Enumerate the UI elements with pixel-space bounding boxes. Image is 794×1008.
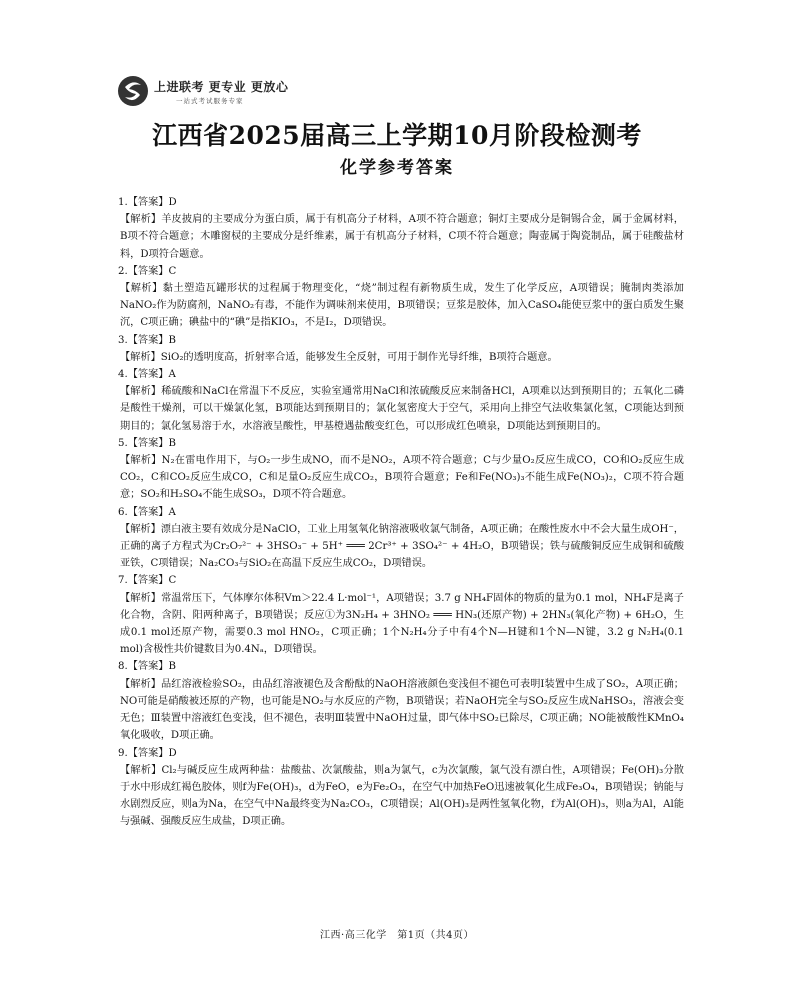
question-number: 6. — [118, 506, 128, 518]
answer-label: 【答案】B — [127, 437, 176, 449]
question-number: 1. — [118, 197, 128, 208]
page-footer: 江西·高三化学 第1页（共4页） — [320, 930, 474, 941]
question-number: 5. — [118, 437, 128, 449]
answer-label: 【答案】A — [127, 506, 176, 518]
answer-line — [112, 435, 684, 452]
explanation-text: 【解析】品红溶液检验SO₂，由品红溶液褪色及含酚酞的NaOH溶液颜色变浅但不褪色可表明Ⅰ装置中生成了SO₂，A项正确；NO可能是硝酸被还原的产物，也可能是NO₂与水反应的产物，B项错误；若NaOH完全与SO₂反应生成NaHSO₃，溶液会变无色；Ⅲ装置中溶液红色变浅，但不褪色，表明Ⅲ装置中NaOH过量，即气体中SO₂已除尽，C项正确；NO能被酸性KMnO₄氧化吸收，D项正确。 — [120, 678, 684, 742]
question-block — [112, 504, 684, 573]
question-block — [112, 435, 684, 504]
explanation-text: 【解析】羊皮披肩的主要成分为蛋白质，属于有机高分子材料，A项不符合题意；铜灯主要成分是铜锡合金，属于金属材料，B项不符合题意；木雕窗棂的主要成分是纤维素，属于有机高分子材料，C项不符合题意；陶壶属于陶瓷制品，属于硅酸盐材料，D项符合题意。 — [120, 214, 684, 260]
answer-label: 【答案】B — [127, 334, 176, 346]
question-block — [112, 658, 684, 744]
question-block — [112, 194, 684, 263]
question-block — [112, 366, 684, 435]
question-number: 8. — [118, 661, 128, 673]
explanation-text: 【解析】SiO₂的透明度高，折射率合适，能够发生全反射，可用于制作光导纤维，B项符合题意。 — [120, 351, 558, 363]
explanation-text: 【解析】漂白液主要有效成分是NaClO，工业上用氢氧化钠溶液吸收氯气制备，A项正确；在酸性废水中不会大量生成OH⁻，正确的离子方程式为Cr₂O₇²⁻ + 3HSO₃⁻ + 5H⁺ ═══ 2Cr³⁺ + 3SO₄²⁻ + 4H₂O，B项错误；铁与硫酸铜反应生成铜和硫酸亚铁，C项错误；Na₂CO₃与SiO₂在高温下反应生成CO₂，D项错误。 — [120, 523, 684, 570]
answer-line — [112, 366, 684, 383]
answer-line — [112, 263, 684, 280]
question-number: 2. — [118, 265, 128, 277]
logo-tagline: 一站式考试服务专家 — [176, 97, 244, 105]
answer-label: 【答案】D — [127, 747, 177, 759]
logo — [116, 74, 336, 114]
explanation-text: 【解析】稀硫酸和NaCl在常温下不反应，实验室通常用NaCl和浓硫酸反应来制备HCl，A项难以达到预期目的；五氧化二磷是酸性干燥剂，可以干燥氯化氢，B项能达到预期目的；氯化氢密度大于空气，采用向上排空气法收集氯化氢，C项能达到预期目的；氯化氢易溶于水，水溶液呈酸性，甲基橙遇盐酸变红色，可以形成红色喷泉，D项能达到预期目的。 — [120, 386, 684, 432]
question-number: 7. — [118, 575, 128, 587]
logo-slogan: 上进联考 更专业 更放心 — [154, 80, 289, 94]
explanation-text: 【解析】常温常压下，气体摩尔体积Vm＞22.4 L·mol⁻¹，A项错误；3.7 g NH₄F固体的物质的量为0.1 mol，NH₄F是离子化合物，含阴、阳两种离子，B项错误；反应①为3N₂H₄ + 3HNO₂ ═══ HN₃(还原产物) + 2HN₃(氧化产物) + 6H₂O，生成0.1 mol还原产物，需要0.3 mol HNO₂，C项正确；1个N₂H₄分子中有4个N—H键和1个N—N键，3.2 g N₂H₄(0.1 mol)含极性共价键数目为0.4Nₐ，D项错误。 — [120, 592, 684, 656]
page-title: 江西省2025届高三上学期10月阶段检测考 — [152, 121, 642, 150]
answer-line — [112, 194, 684, 211]
question-block — [112, 332, 684, 366]
question-number: 4. — [118, 369, 128, 381]
question-block — [112, 745, 684, 831]
answer-line — [112, 332, 684, 349]
explanation-text: 【解析】N₂在雷电作用下，与O₂一步生成NO，而不是NO₂，A项不符合题意；C与少量O₂反应生成CO，CO和O₂反应生成CO₂，C和CO₂反应生成CO，C和足量O₂反应生成CO₂，B项符合题意；Fe和Fe(NO₃)₃不能生成Fe(NO₃)₂，C项不符合题意；SO₂和H₂SO₄不能生成SO₃，D项不符合题意。 — [120, 455, 684, 501]
explanation-text: 【解析】Cl₂与碱反应生成两种盐：盐酸盐、次氯酸盐，则a为氯气，c为次氯酸，氯气没有漂白性，A项错误；Fe(OH)₃分散于水中形成红褐色胶体，则f为Fe(OH)₃，d为FeO，e为Fe₂O₃，在空气中加热FeO迅速被氧化生成Fe₃O₄，B项错误；钠能与水剧烈反应，则a为Na，在空气中Na最终变为Na₂CO₃，C项错误；Al(OH)₃是两性氢氧化物，f为Al(OH)₃，则a为Al，Al能与强碱、强酸反应生成盐，D项正确。 — [120, 764, 684, 828]
answer-line — [112, 745, 684, 762]
answer-label: 【答案】A — [127, 369, 176, 381]
logo-swirl-icon — [116, 74, 150, 108]
answer-line — [112, 572, 684, 589]
question-number: 3. — [118, 334, 128, 346]
answer-label: 【答案】D — [127, 197, 177, 208]
answer-line — [112, 504, 684, 521]
question-number: 9. — [118, 747, 128, 759]
question-block — [112, 263, 684, 332]
answer-label: 【答案】C — [127, 575, 177, 587]
answer-line — [112, 658, 684, 675]
page-subtitle: 化学参考答案 — [340, 158, 454, 178]
explanation-text: 【解析】黏土塑造瓦罐形状的过程属于物理变化，“烧”制过程有新物质生成，发生了化学反应，A项错误；腌制肉类添加NaNO₂作为防腐剂，NaNO₂有毒，不能作为调味剂来使用，B项错误；豆浆是胶体，加入CaSO₄能使豆浆中的蛋白质发生聚沉，C项正确；碘盐中的“碘”是指KIO₃，不是I₂，D项错误。 — [120, 283, 684, 329]
question-block — [112, 572, 684, 658]
answer-label: 【答案】C — [127, 265, 177, 277]
answer-label: 【答案】B — [127, 661, 176, 673]
answer-list — [112, 194, 684, 831]
